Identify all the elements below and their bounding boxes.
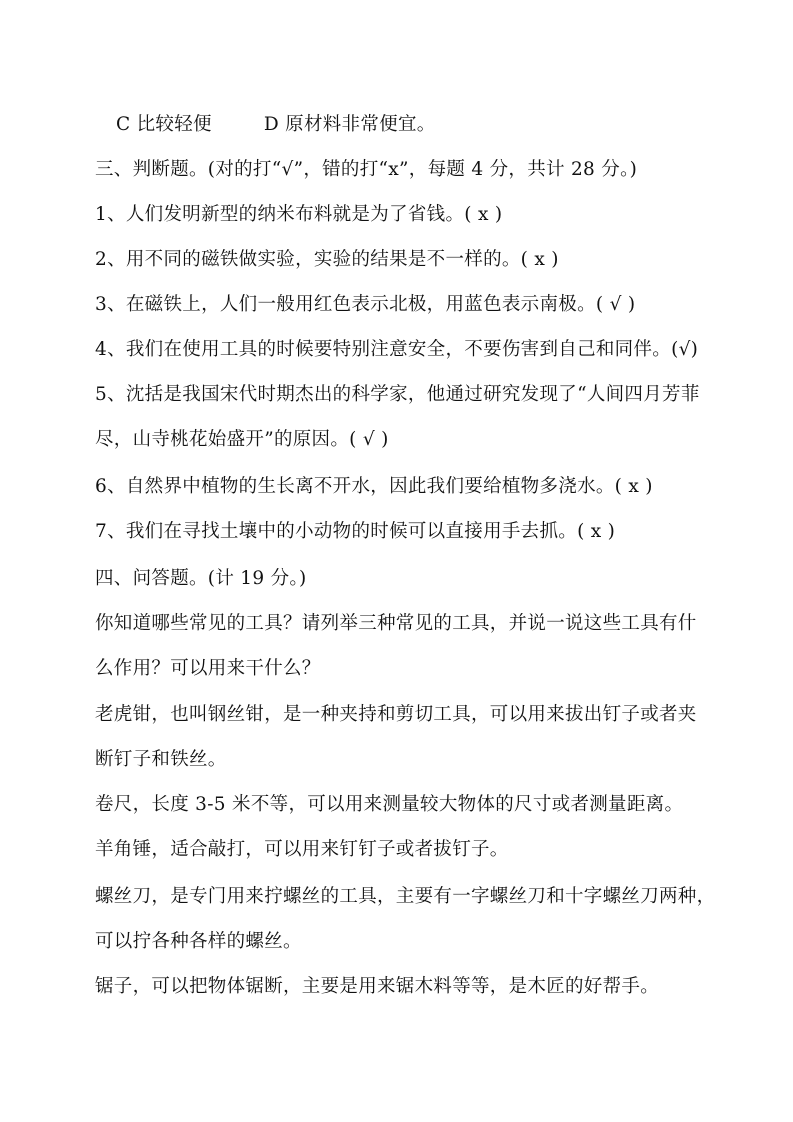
qa-answer-line: 可以拧各种各样的螺丝。 [95, 931, 302, 952]
judgement-item: 4、我们在使用工具的时候要特别注意安全，不要伤害到自己和同伴。(√) [95, 339, 699, 360]
judgement-item: 7、我们在寻找土壤中的小动物的时候可以直接用手去抓。( x ) [95, 521, 616, 542]
qa-question-line: 么作用？可以用来干什么？ [95, 658, 321, 679]
judgement-item-continuation: 尽，山寺桃花始盛开”的原因。( √ ) [95, 429, 389, 450]
qa-answer-line: 断钉子和铁丝。 [95, 749, 227, 770]
qa-answer-line: 老虎钳，也叫钢丝钳，是一种夹持和剪切工具，可以用来拔出钉子或者夹 [95, 704, 697, 725]
qa-question-line: 你知道哪些常见的工具？请列举三种常见的工具，并说一说这些工具有什 [95, 613, 697, 634]
option-c: C 比较轻便 [116, 114, 212, 135]
qa-answer-line: 卷尺，长度 3-5 米不等，可以用来测量较大物体的尺寸或者测量距离。 [95, 794, 684, 815]
qa-answer-line: 锯子，可以把物体锯断，主要是用来锯木料等等，是木匠的好帮手。 [95, 976, 660, 997]
judgement-item: 1、人们发明新型的纳米布料就是为了省钱。( x ) [95, 204, 503, 225]
qa-answer-line: 羊角锤，适合敲打，可以用来钉钉子或者拔钉子。 [95, 839, 509, 860]
judgement-item: 2、用不同的磁铁做实验，实验的结果是不一样的。( x ) [95, 249, 559, 270]
judgement-item: 3、在磁铁上，人们一般用红色表示北极，用蓝色表示南极。( √ ) [95, 294, 636, 315]
option-d: D 原材料非常便宜。 [263, 114, 436, 135]
judgement-heading: 三、判断题。(对的打“√”，错的打“x”，每题 4 分，共计 28 分。) [95, 159, 638, 180]
qa-answer-line: 螺丝刀，是专门用来拧螺丝的工具，主要有一字螺丝刀和十字螺丝刀两种， [95, 886, 716, 907]
judgement-item: 6、自然界中植物的生长离不开水，因此我们要给植物多浇水。( x ) [95, 476, 653, 497]
qa-heading: 四、问答题。(计 19 分。) [95, 568, 307, 589]
judgement-item: 5、沈括是我国宋代时期杰出的科学家，他通过研究发现了“人间四月芳菲 [95, 384, 700, 405]
options-line [116, 110, 726, 140]
